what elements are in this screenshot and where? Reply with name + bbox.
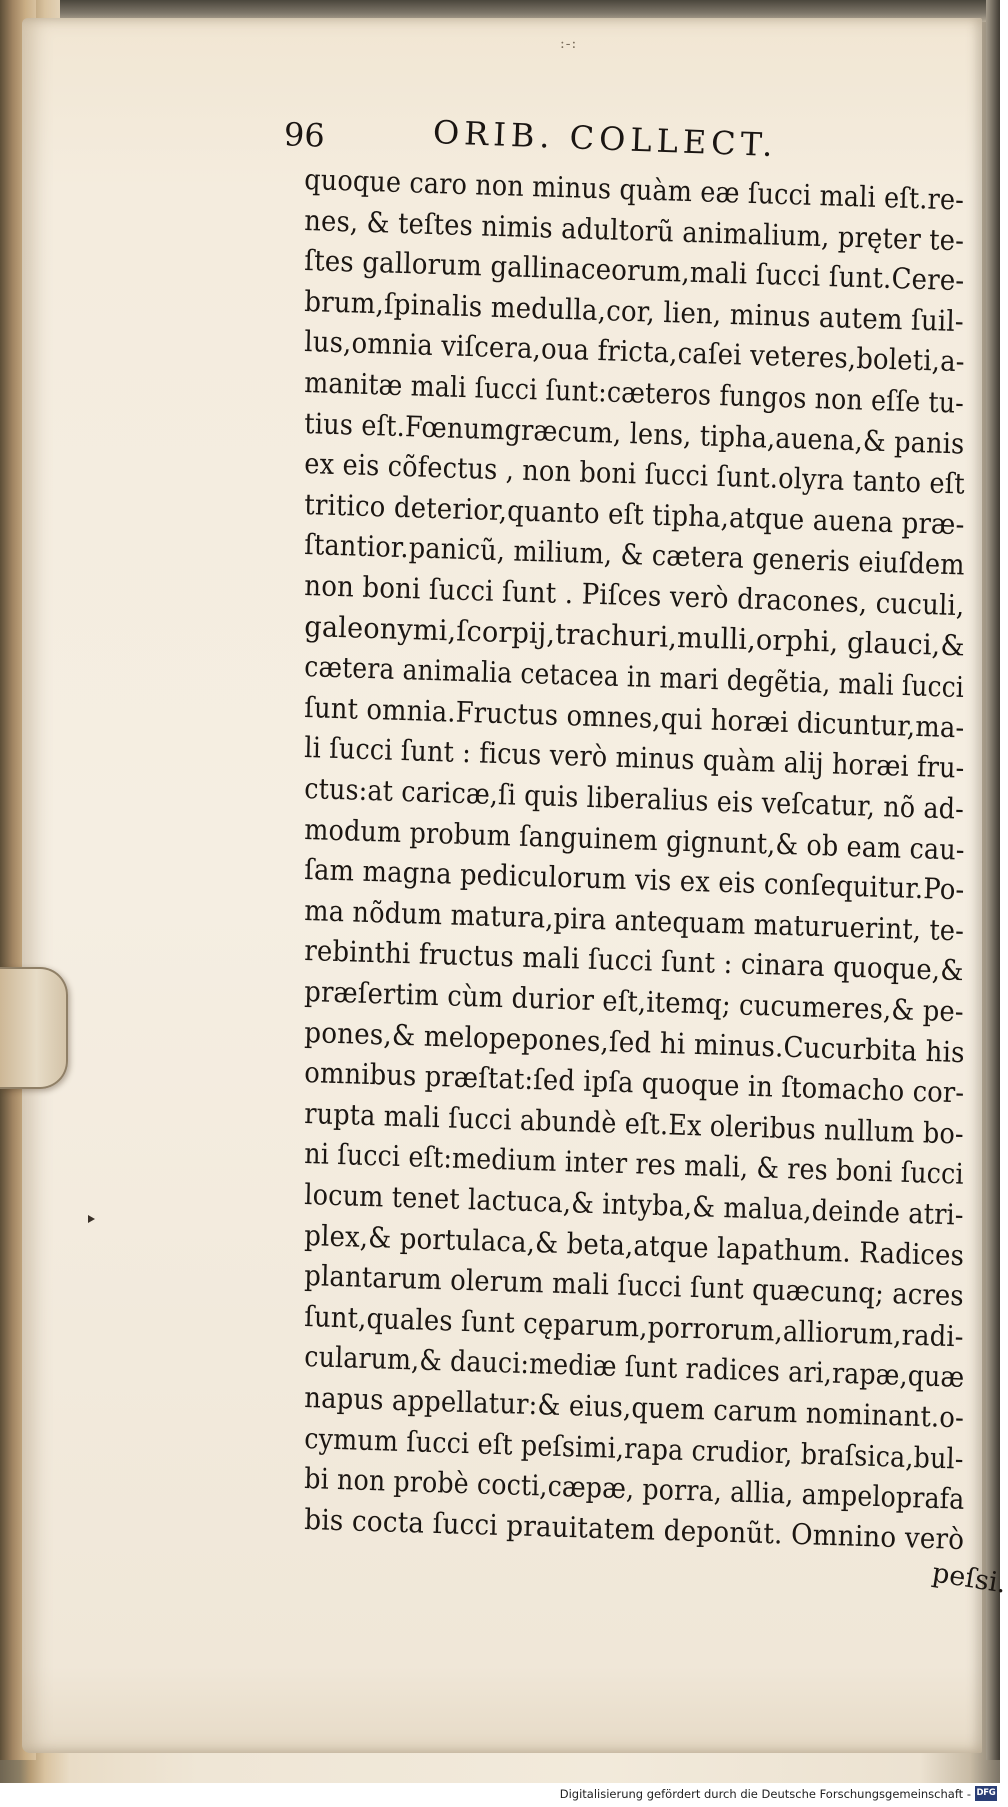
text-line: pones,& melopepones,ſed hi minus.Cucurbita his xyxy=(304,1015,966,1069)
funding-credit: Digitalisierung gefördert durch die Deutsche Forschungsgemeinschaft - xyxy=(559,1787,971,1801)
text-line: ſtes gallorum gallinaceorum,mali ſucci ſunt.Cere- xyxy=(304,244,965,298)
text-line: modum probum ſanguinem gignunt,& ob eam cau- xyxy=(304,812,966,867)
text-line: bi non probè cocti,cæpæ, porra, allia, ampeloprafa xyxy=(304,1462,965,1517)
text-line: ſtantior.panicũ, milium, & cætera generis eiuſdem xyxy=(304,528,966,582)
text-line: præſertim cùm durior eſt,itemq; cucumeres,& pe- xyxy=(304,975,965,1029)
text-line: ni ſucci eſt:medium inter res mali, & res boni ſucci xyxy=(304,1137,965,1192)
footer-bar xyxy=(0,1783,1000,1807)
text-line: ſunt omnia.Fructus omnes,qui horæi dicuntur,ma- xyxy=(304,690,965,745)
dfg-logo: DFG xyxy=(975,1786,997,1801)
text-line: ex eis cõfectus , non boni ſucci ſunt.olyra tanto eſt xyxy=(304,447,966,501)
text-line: plantarum olerum mali ſucci ſunt quæcunq; acres xyxy=(304,1259,965,1313)
text-line: napus appellatur:& eius,quem carum nominant.o- xyxy=(304,1381,965,1435)
text-line: cularum,& dauci:mediæ ſunt radices ari,rapæ,quæ xyxy=(304,1340,965,1395)
text-line: locum tenet lactuca,& intyba,& malua,deinde atri- xyxy=(304,1178,965,1232)
text-line: lus,omnia viſcera,oua fricta,caſei veteres,boleti,a- xyxy=(304,325,966,379)
text-line: rebinthi fructus mali ſucci ſunt : cinara quoque,& xyxy=(304,934,965,988)
text-line: brum,ſpinalis medulla,cor, lien, minus autem ſuil- xyxy=(304,284,965,338)
text-line: manitæ mali ſucci ſunt:cæteros fungos non eſſe tu- xyxy=(304,366,965,420)
text-line: ctus:at caricæ,ſi quis liberalius eis veſcatur, nõ ad- xyxy=(304,772,965,826)
catchword: peſsi. xyxy=(930,1557,1008,1600)
top-printer-mark: :-: xyxy=(560,36,578,52)
text-line: quoque caro non minus quàm eæ ſucci mali eſt.re- xyxy=(304,163,965,217)
page-number: 96 xyxy=(283,115,326,155)
text-line: nes, & teſtes nimis adultorũ animalium, pręter te- xyxy=(304,203,965,257)
text-line: ſunt,quales ſunt cęparum,porrorum,alliorum,radi- xyxy=(304,1299,965,1354)
text-line: li ſucci ſunt : ficus verò minus quàm alij horæi fru- xyxy=(304,731,965,786)
text-line: omnibus præſtat:ſed ipſa quoque in ſtomacho cor- xyxy=(304,1056,965,1110)
text-line: plex,& portulaca,& beta,atque lapathum. Radices xyxy=(304,1218,965,1272)
text-line: cætera animalia cetacea in mari degẽtia, mali ſucci xyxy=(304,650,965,705)
text-line: ma nõdum matura,pira antequam maturuerint, te- xyxy=(304,893,965,948)
text-line: bis cocta ſucci prauitatem deponũt. Omnino verò xyxy=(304,1502,965,1556)
running-head: ORIB. COLLECT. xyxy=(432,113,779,165)
text-line: cymum ſucci eſt peſsimi,rapa crudior, braſsica,bul- xyxy=(304,1421,964,1476)
text-line: rupta mali ſucci abundè eſt.Ex oleribus nullum bo- xyxy=(304,1096,965,1151)
text-line: tius eſt.Fœnumgræcum, lens, tipha,auena,& panis xyxy=(304,406,965,461)
text-line: ſam magna pediculorum vis ex eis conſequitur.Po- xyxy=(304,853,965,907)
text-line: tritico deterior,quanto eſt tipha,atque auena præ- xyxy=(304,487,965,542)
text-line: non boni ſucci ſunt . Piſces verò dracones, cuculi, xyxy=(304,569,965,623)
text-line: galeonymi,ſcorpij,trachuri,mulli,orphi, glauci,& xyxy=(304,609,966,663)
